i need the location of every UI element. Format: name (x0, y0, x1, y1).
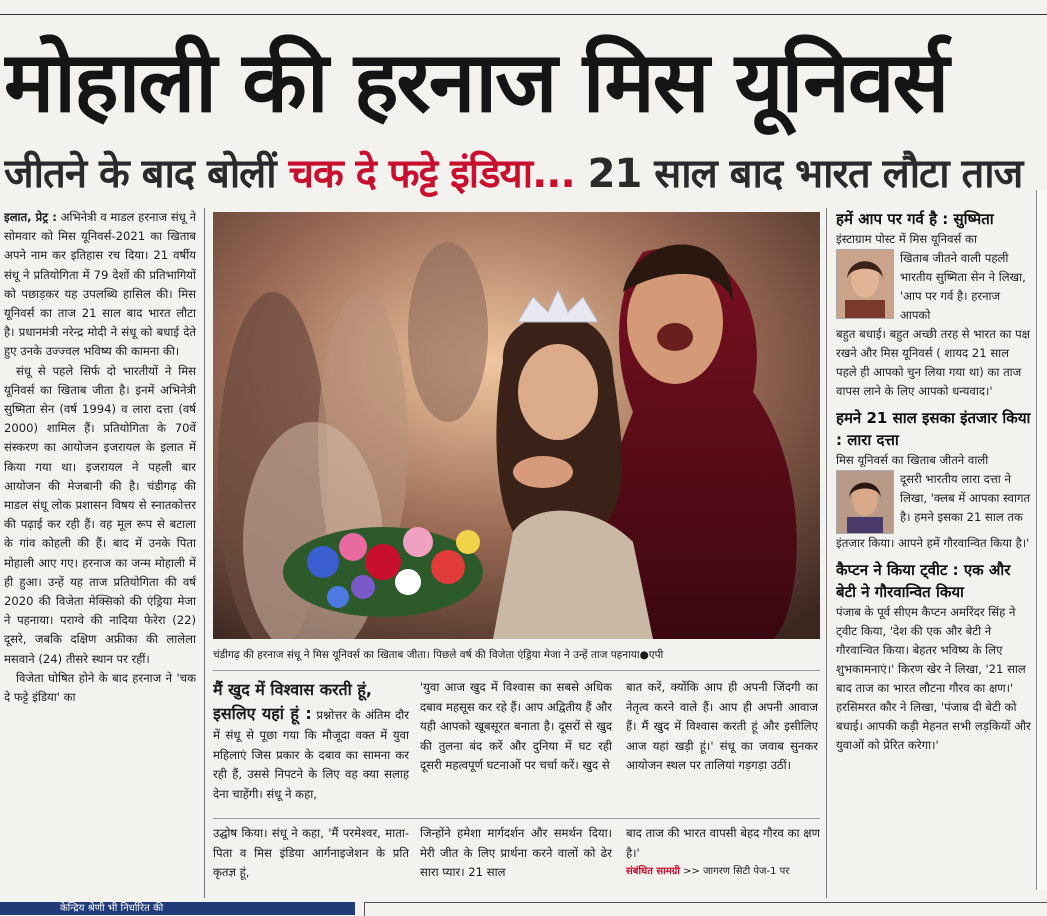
sidebar-text-sushmita-top: इंस्टाग्राम पोस्ट में मिस यूनिवर्स का (836, 232, 977, 246)
subheadline (4, 146, 1034, 202)
pageant-photo-illustration (213, 212, 820, 639)
subhead-part2: 21 साल बाद भारत लौटा ताज (574, 151, 1023, 197)
left-column (4, 208, 196, 896)
sidebar (836, 208, 1032, 898)
related-target: >> जागरण सिटी पेज-1 पर (679, 866, 790, 878)
bottom-col-3-text: बाद ताज की भारत वापसी बेहद गौरव का क्षण है।' (626, 826, 820, 860)
sushmita-photo (836, 249, 894, 319)
photo-caption: चंडीगढ़ की हरनाज संधू ने मिस यूनिवर्स का खिताब जीता। पिछले वर्ष की विजेता एंड्रिया मेजा ने उन्हें ताज पहनाया●एपी (213, 649, 664, 661)
interview-text-1: प्रश्नोत्तर के अंतिम दौर में संधू से पूछा गया कि मौजूदा वक्त में युवा महिलाएं जिस प्रकार के दबाव का सामना कर रही हैं, उससे निपटने के लिए वह क्या सलाह देना चाहेंगी। संधू ने कहा, (213, 708, 409, 801)
left-paragraph-2: संधू से पहले सिर्फ दो भारतीयों ने मिस यूनिवर्स का खिताब जीता है। इनमें अभिनेत्री सुष्मिता सेन (वर्ष 1994) व लारा दत्ता (वर्ष 2000) शामिल हैं। प्रतियोगिता के 70वें संस्करण का आयोजन इजरायल के इलात में किया गया था। इजरायल ने पहली बार आयोजन की मेजबानी की है। चंडीगढ़ की माडल संधू लोक प्रशासन विषय से स्नातकोत्तर की पढ़ाई कर रही हैं। वह मूल रूप से बटाला के गांव कोहली की हैं। बाद में उनके पिता मोहाली आए गए। हरनाज का जन्म मोहाली में ही हुआ। उन्हें यह ताज प्रतियोगिता की वर्ष 2020 की विजेता मेक्सिको की एंड्रिया मेजा ने पहनाया। पराग्वे की नादिया फेरेरा (22) दूसरे, जबकि दक्षिण अफ्रीका की लालेला मसवाने (24) तीसरे स्थान पर रहीं। (4, 363, 196, 666)
interview-col-2: 'युवा आज खुद में विश्वास का सबसे अधिक दबाव महसूस कर रहे हैं। आप अद्वितीय हैं और यही आपको खूबसूरत बनाता है। दूसरों से खुद की तुलना बंद करें और दुनिया में घट रही दूसरी महत्वपूर्ण घटनाओं पर चर्चा करें। खुद से (420, 680, 612, 773)
column-divider (204, 208, 205, 898)
interview-heading-line1: मैं खुद में विश्वास करती हूं, (213, 680, 372, 699)
sidebar-text-lara-top: मिस यूनिवर्स का खिताब जीतने वाली (836, 453, 989, 467)
sidebar-heading-sushmita: हमें आप पर गर्व है : सुष्मिता (836, 210, 994, 228)
bottom-article-strip: केन्द्रिय श्रेणी भी निर्धारित की (0, 902, 355, 915)
sidebar-text-sushmita-bottom: बहुत बधाई। बहुत अच्छी तरह से भारत का पक्ष रखने और मिस यूनिवर्स ( शायद 21 साल पहले ही आपको चुन लिया गया था) का ताज वापस लाने के लिए आपको धन्यवाद।' (836, 327, 1030, 398)
sidebar-heading-lara: हमने 21 साल इसका इंतजार किया : लारा दत्ता (836, 409, 1031, 449)
subhead-highlight: चक दे फट्टे इंडिया... (288, 151, 575, 197)
sidebar-text-captain: पंजाब के पूर्व सीएम कैप्टन अमरिंदर सिंह ने ट्वीट किया, 'देश की एक और बेटी ने गौरवान्वित किया। बेहतर भविष्य के लिए शुभकामनाएं।' किरण खेर ने लिखा, '21 साल बाद ताज का भारत लौटना गौरव का क्षण।' हरसिमरत कौर ने लिखा, 'पंजाब दी बेटी को बधाई। आपकी कड़ी मेहनत सभी लड़कियों और युवाओं को प्रेरित करेगा।' (836, 605, 1031, 752)
related-label: संबंधित सामग्री (626, 866, 680, 878)
left-paragraph-3: विजेता घोषित होने के बाद हरनाज ने 'चक दे फट्टे इंडिया' का (4, 670, 196, 705)
top-rule (0, 14, 1047, 15)
sidebar-text-sushmita-side: खिताब जीतने वाली पहली भारतीय सुष्मिता सेन ने लिखा, 'आप पर गर्व है। हरनाज आपको (900, 251, 1026, 322)
section-rule-2 (213, 818, 820, 819)
interview-heading-line2: इसलिए यहां हूं : (213, 704, 312, 723)
headline: मोहाली की हरनाज मिस यूनिवर्स (4, 33, 948, 131)
bottom-col-3 (626, 824, 820, 896)
subhead-part1: जीतने के बाद बोलीं (4, 151, 289, 197)
interview-col-3: बात करें, क्योंकि आप ही अपनी जिंदगी का नेतृत्व करने वाले हैं। आप ही अपनी आवाज हैं। मैं खुद में विश्वास करती हूं और इसीलिए आज यहां खड़ी हूं।' संधू का जवाब सुनकर आयोजन स्थल पर तालियां गड़गड़ा उठीं। (626, 680, 818, 773)
bottom-col-2: जिन्होंने हमेशा मार्गदर्शन और समर्थन दिया। मेरी जीत के लिए प्रार्थना करने वालों को ढेर सारा प्यार। 21 साल (420, 826, 612, 880)
sidebar-text-lara-bottom: इंतजार किया। आपने हमें गौरवान्वित किया है।' (836, 536, 1030, 550)
left-paragraph-1: अभिनेत्री व माडल हरनाज संधू ने सोमवार को मिस यूनिवर्स-2021 का खिताब अपने नाम कर इतिहास रच दिया। 21 वर्षीय संधू ने प्रतियोगिता में 79 देशों की प्रतिभागियों को पछाड़कर यह उपलब्धि हासिल की। मिस यूनिवर्स का ताज 21 साल बाद भारत लौटा है। प्रधानमंत्री नरेन्द्र मोदी ने संधू को बधाई देते हुए उनके उज्ज्वल भविष्य की कामना की। (4, 210, 196, 359)
main-photo (213, 212, 820, 639)
interview-col-1 (213, 678, 409, 812)
bottom-article-box (364, 902, 1047, 916)
dateline: इलात, प्रेट्र : (4, 210, 57, 224)
related-reference[interactable] (626, 863, 820, 881)
sidebar-heading-captain: कैप्टन ने किया ट्वीट : एक और बेटी ने गौरवान्वित किया (836, 561, 1011, 601)
sidebar-divider (826, 208, 827, 898)
bottom-col-1: उद्घोष किया। संधू ने कहा, 'मैं परमेश्वर, माता-पिता व मिस इंडिया आर्गनाइजेशन के प्रति कृतज्ञ हूं, (213, 826, 409, 880)
lara-photo (836, 470, 894, 534)
sidebar-text-lara-side: दूसरी भारतीय लारा दत्ता ने लिखा, 'क्लब में आपका स्वागत है। हमने इसका 21 साल तक (900, 472, 1031, 524)
section-rule (213, 670, 820, 671)
adjacent-article-edge (1036, 190, 1047, 890)
